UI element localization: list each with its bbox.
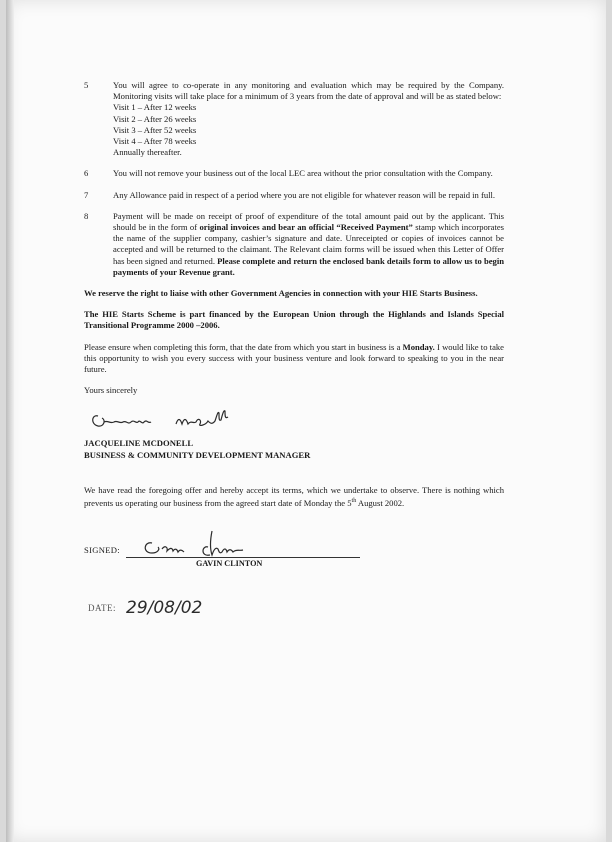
applicant-signature — [132, 527, 272, 559]
ensure-text: Please ensure when completing this form, that the date from which you start in business is a — [84, 341, 403, 352]
condition-number: 7 — [84, 189, 89, 200]
visit-line: Visit 4 – After 78 weeks — [113, 136, 197, 147]
letter-body — [84, 80, 504, 621]
accept-sup: th — [351, 498, 357, 505]
handwritten-date — [124, 591, 214, 621]
condition-number: 6 — [84, 168, 89, 179]
accept-text: August 2002. — [356, 497, 405, 508]
ensure-text: I would like to take this opportunity to wish you every success with your business venture and look forward to speaking to you in the near future. — [84, 341, 504, 375]
condition-bold-text: Please complete and return the enclosed bank details form to allow us to begin payments of your Revenue grant. — [113, 255, 505, 277]
sender-signature — [84, 404, 504, 436]
condition-text: stamp which incorporates the name of the supplier company, cashier’s signature and date. Unreceipted or copies of invoices cannot be accepted and will be returned to the claimant. The Relevant claim forms will be issued when this Letter of Offer has been signed and returned. — [113, 222, 505, 266]
condition-number: 5 — [84, 80, 89, 90]
condition-7 — [84, 190, 504, 201]
applicant-name: GAVIN CLINTON — [196, 559, 263, 569]
scheme-text: The HIE Starts Scheme is part financed by the European Union through the Highlands and Islands Special Transitional Programme 2000 –2006. — [84, 309, 504, 331]
condition-text: Any Allowance paid in respect of a period where you are not eligible for whatever reason will be repaid in full. — [113, 189, 496, 200]
accept-text: We have read the foregoing offer and hereby accept its terms, which we undertake to observe. There is nothing which prevents us operating our business from the agreed start date of Monday the 5 — [84, 484, 504, 508]
closing-line: Yours sincerely — [84, 385, 138, 396]
sender-block — [84, 438, 504, 460]
visit-line: Visit 3 – After 52 weeks — [113, 124, 197, 135]
scheme-paragraph — [84, 309, 504, 331]
signed-label: SIGNED: — [84, 545, 120, 556]
visit-line: Visit 1 – After 12 weeks — [113, 102, 197, 113]
condition-8 — [84, 211, 504, 278]
visit-line: Annually thereafter. — [113, 147, 182, 158]
sender-name: JACQUELINE MCDONELL — [84, 438, 194, 449]
condition-number: 8 — [84, 210, 89, 221]
date-row — [84, 591, 504, 621]
condition-text: You will agree to co-operate in any monitoring and evaluation which may be required by the Company. Monitoring visits will take place for a minimum of 3 years from the date of approval and will be as stated below: — [113, 80, 504, 102]
paper-page — [6, 0, 606, 842]
condition-6 — [84, 168, 504, 179]
acceptance-paragraph — [84, 485, 504, 509]
sender-title: BUSINESS & COMMUNITY DEVELOPMENT MANAGER — [84, 449, 311, 460]
condition-text: You will not remove your business out of the local LEC area without the prior consultation with the Company. — [113, 168, 493, 179]
ensure-bold: Monday. — [402, 341, 435, 352]
svg-text:29/08/02: 29/08/02 — [126, 598, 203, 619]
condition-text: Payment will be made on receipt of proof of expenditure of the total amount paid out by the applicant. This should be in the form of — [113, 210, 504, 233]
condition-bold-text: original invoices and bear an official “Received Payment” — [199, 222, 413, 233]
signed-row — [84, 535, 504, 569]
ensure-paragraph — [84, 342, 504, 376]
visit-line: Visit 2 – After 26 weeks — [113, 113, 197, 124]
page-fold-shadow — [6, 0, 14, 842]
condition-5 — [84, 80, 504, 158]
reserve-text: We reserve the right to liaise with other Government Agencies in connection with your HIE Starts Business. — [84, 288, 478, 299]
reserve-paragraph — [84, 288, 504, 299]
date-label: DATE: — [88, 603, 116, 614]
